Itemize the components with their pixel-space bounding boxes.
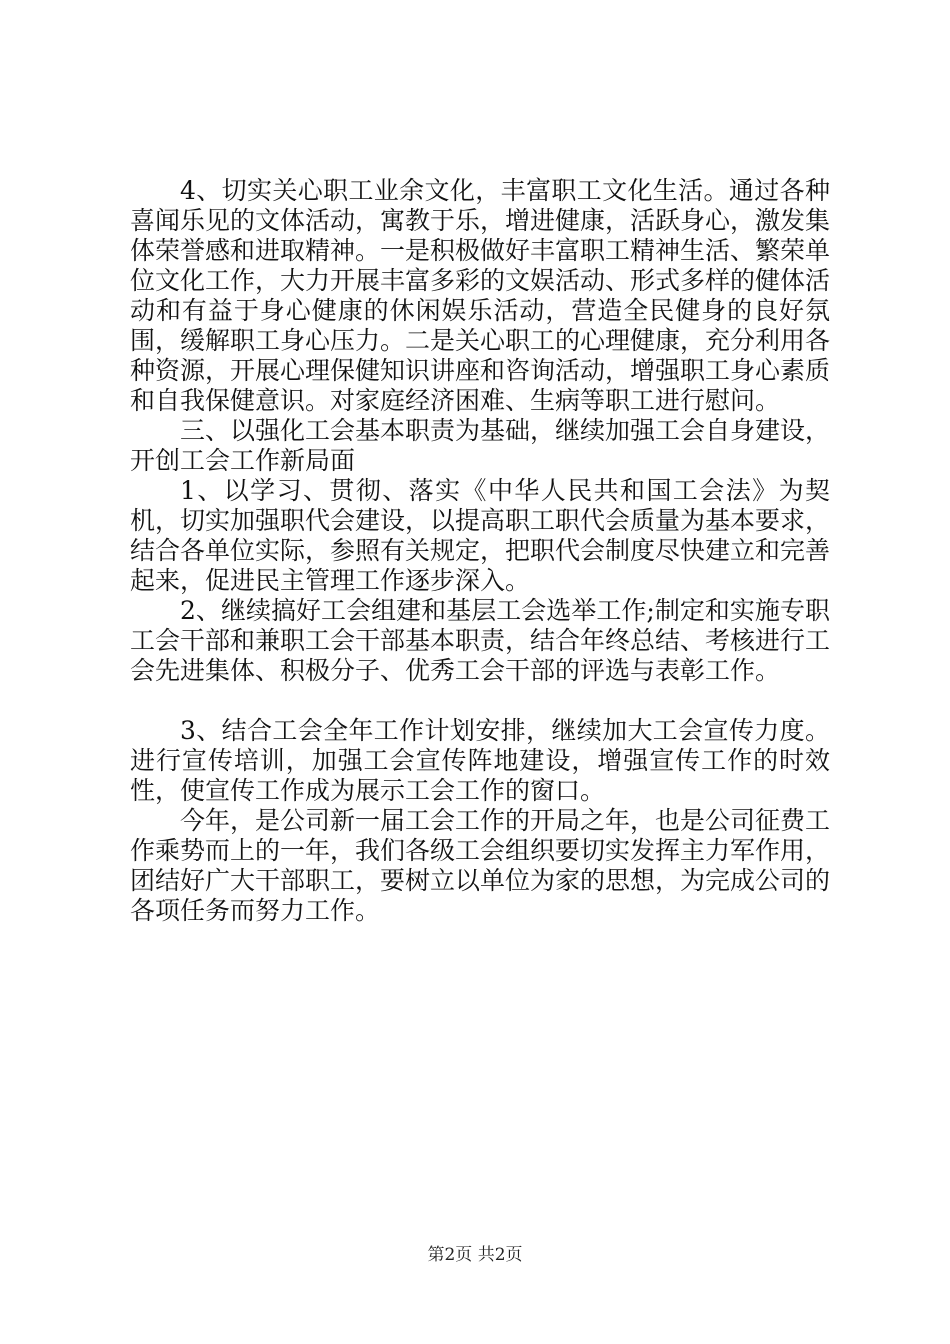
paragraph-gap bbox=[130, 686, 830, 716]
closing-paragraph: 今年，是公司新一届工会工作的开局之年，也是公司征费工作乘势而上的一年，我们各级工会组织要切实发挥主力军作用，团结好广大干部职工，要树立以单位为家的思想，为完成公司的各项任务而努力工作。 bbox=[130, 806, 831, 925]
page-footer: 第2页 共2页 bbox=[427, 1245, 523, 1265]
paragraph-item-1: 1、以学习、贯彻、落实《中华人民共和国工会法》为契机，切实加强职代会建设，以提高职工职代会质量为基本要求，结合各单位实际，参照有关规定，把职代会制度尽快建立和完善起来，促进民主管理工作逐步深入。 bbox=[130, 476, 831, 595]
section-heading-3: 三、以强化工会基本职责为基础，继续加强工会自身建设，开创工会工作新局面 bbox=[130, 416, 831, 475]
document-body bbox=[130, 176, 830, 926]
paragraph-item-2: 2、继续搞好工会组建和基层工会选举工作;制定和实施专职工会干部和兼职工会干部基本职责，结合年终总结、考核进行工会先进集体、积极分子、优秀工会干部的评选与表彰工作。 bbox=[130, 596, 831, 685]
paragraph-item-3: 3、结合工会全年工作计划安排，继续加大工会宣传力度。进行宣传培训，加强工会宣传阵地建设，增强宣传工作的时效性，使宣传工作成为展示工会工作的窗口。 bbox=[130, 716, 830, 805]
paragraph-item-4: 4、切实关心职工业余文化，丰富职工文化生活。通过各种喜闻乐见的文体活动，寓教于乐，增进健康，活跃身心，激发集体荣誉感和进取精神。一是积极做好丰富职工精神生活、繁荣单位文化工作，大力开展丰富多彩的文娱活动、形式多样的健体活动和有益于身心健康的休闲娱乐活动，营造全民健身的良好氛围，缓解职工身心压力。二是关心职工的心理健康，充分利用各种资源，开展心理保健知识讲座和咨询活动，增强职工身心素质和自我保健意识。对家庭经济困难、生病等职工进行慰问。 bbox=[130, 176, 831, 415]
